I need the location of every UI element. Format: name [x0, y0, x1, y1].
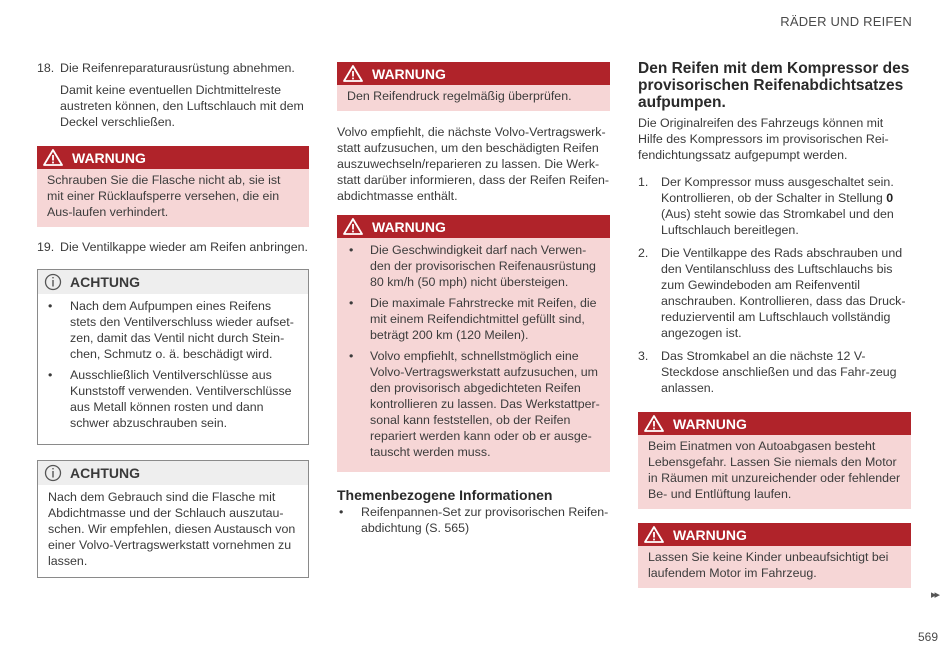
list-item: • Ausschließlich Ventilverschlüsse aus Kunststoff verwenden. Ventilverschlüsse aus Metall können rosten und dann schwer abzuschrauben sein. — [48, 367, 298, 431]
warning-body — [337, 238, 610, 472]
step-3 — [638, 348, 911, 396]
step-text: Das Stromkabel an die nächste 12 V-Steckdose anschließen und das Fahr-zeug anlassen. — [661, 349, 897, 395]
section-title: Den Reifen mit dem Kompressor des provisorischen Reifenabdichtsatzes aufpumpen. — [638, 60, 910, 111]
list-item: • Die maximale Fahrstrecke mit Reifen, die mit einem Reifendichtmittel gefüllt sind, beträgt 200 km (120 Meilen). — [347, 295, 600, 343]
warning-box — [638, 412, 911, 509]
switch-position: 0 — [886, 191, 894, 205]
warning-triangle-icon — [343, 65, 363, 82]
attention-body — [38, 294, 308, 444]
attention-header — [38, 270, 308, 294]
warning-header — [337, 215, 610, 238]
step-note: Damit keine eventuellen Dichtmittelreste austreten können, den Luftschlauch mit dem Deckel verschließen. — [60, 83, 304, 129]
warning-header — [37, 146, 309, 169]
warning-triangle-icon — [343, 218, 363, 235]
step-18 — [37, 60, 309, 76]
warning-text: Den Reifendruck regelmäßig überprüfen. — [347, 89, 572, 103]
warning-text: Schrauben Sie die Flasche nicht ab, sie ist mit einer Rücklaufsperre versehen, die ein Aus-laufen verhindert. — [47, 173, 281, 219]
warning-title: WARNUNG — [372, 65, 446, 82]
warning-text: Beim Einatmen von Autoabgasen besteht Lebensgefahr. Lassen Sie niemals den Motor in Räumen mit unzureichender oder fehlender Be- und Entlüftung laufen. — [648, 439, 901, 501]
step-19 — [37, 239, 309, 255]
step-text: Der Kompressor muss ausgeschaltet sein. Kontrollieren, ob der Schalter in Stellung 0 (Aus) steht sowie das Stromkabel und den Luftschlauch bereitlegen. — [661, 175, 894, 237]
warning-box — [37, 146, 309, 227]
column-3 — [638, 60, 911, 588]
chapter-title: RÄDER UND REIFEN — [780, 14, 912, 29]
attention-text: Nach dem Gebrauch sind die Flasche mit Abdichtmasse und der Schlauch auszutau-schen. Wir empfehlen, diesen Austausch von einer Volvo-Vertragswerkstatt vornehmen zu lassen. — [48, 490, 296, 568]
related-link[interactable]: • Reifenpannen-Set zur provisorischen Reifen-abdichtung (S. 565) — [337, 504, 610, 536]
step-number: 3. — [638, 349, 649, 363]
step-text: Die Reifenreparaturausrüstung abnehmen. — [60, 61, 295, 75]
warning-title: WARNUNG — [673, 526, 747, 543]
intro-paragraph: Die Originalreifen des Fahrzeugs können mit Hilfe des Kompressors im provisorischen Rei-fendichtungssatz aufgepumpt werden. — [638, 116, 889, 162]
list-item: • Nach dem Aufpumpen eines Reifens stets den Ventilverschluss wieder aufset-zen, damit das Ventil nicht durch Stein-chen, Schmutz o. ä. beschädigt wird. — [48, 298, 298, 362]
warning-triangle-icon — [644, 526, 664, 543]
warning-header — [638, 523, 911, 546]
warning-title: WARNUNG — [72, 149, 146, 166]
attention-header — [38, 461, 308, 485]
warning-header — [638, 412, 911, 435]
warning-box — [638, 523, 911, 588]
column-2 — [337, 60, 610, 536]
info-circle-icon — [44, 464, 62, 482]
warning-title: WARNUNG — [673, 415, 747, 432]
warning-triangle-icon — [644, 415, 664, 432]
warning-text: Lassen Sie keine Kinder unbeaufsichtigt bei laufendem Motor im Fahrzeug. — [648, 550, 889, 580]
warning-box — [337, 215, 610, 472]
warning-triangle-icon — [43, 149, 63, 166]
step-2 — [638, 245, 911, 341]
step-number: 18. — [37, 61, 55, 75]
related-heading: Themenbezogene Informationen — [337, 487, 553, 503]
list-item: • Volvo empfiehlt, schnellstmöglich eine Volvo-Vertragswerkstatt aufzusuchen, um den provisorisch abgedichteten Reifen kontrollieren zu lassen. Das Werkstattper-sonal kann feststellen, ob der Reifen repariert werden kann oder ob er ausge-tauscht werden muss. — [347, 348, 600, 460]
column-1 — [37, 60, 309, 578]
step-text: Die Ventilkappe wieder am Reifen anbringen. — [60, 240, 308, 254]
attention-title: ACHTUNG — [70, 274, 140, 290]
warning-header — [337, 62, 610, 85]
attention-box — [37, 460, 309, 578]
warning-box — [337, 62, 610, 111]
page-number: 569 — [917, 630, 938, 644]
attention-title: ACHTUNG — [70, 465, 140, 481]
next-page-arrows-icon: ▸▸ — [930, 589, 938, 601]
step-1 — [638, 174, 911, 238]
step-number: 2. — [638, 246, 649, 260]
step-number: 1. — [638, 175, 649, 189]
attention-box — [37, 269, 309, 445]
related-list — [337, 504, 610, 536]
step-number: 19. — [37, 240, 55, 254]
list-item: • Die Geschwindigkeit darf nach Verwen-den der provisorischen Reifenausrüstung 80 km/h (50 mph) nicht übersteigen. — [347, 242, 600, 290]
info-circle-icon — [44, 273, 62, 291]
body-paragraph: Volvo empfiehlt, die nächste Volvo-Vertragswerk-statt aufzusuchen, um den beschädigten Reifen auszuwechseln/reparieren zu lassen. Die Werk-statt darüber informieren, dass der Reifen Reifen-abdichtmasse enthält. — [337, 125, 610, 203]
step-text: Die Ventilkappe des Rads abschrauben und den Ventilanschluss des Luftschlauchs bis zum Gewindeboden am Reifenventil anschrauben. Kontrollieren, dass das Druck-reduzierventil am Luftschlauch vollständig angezogen ist. — [661, 246, 906, 340]
warning-title: WARNUNG — [372, 218, 446, 235]
